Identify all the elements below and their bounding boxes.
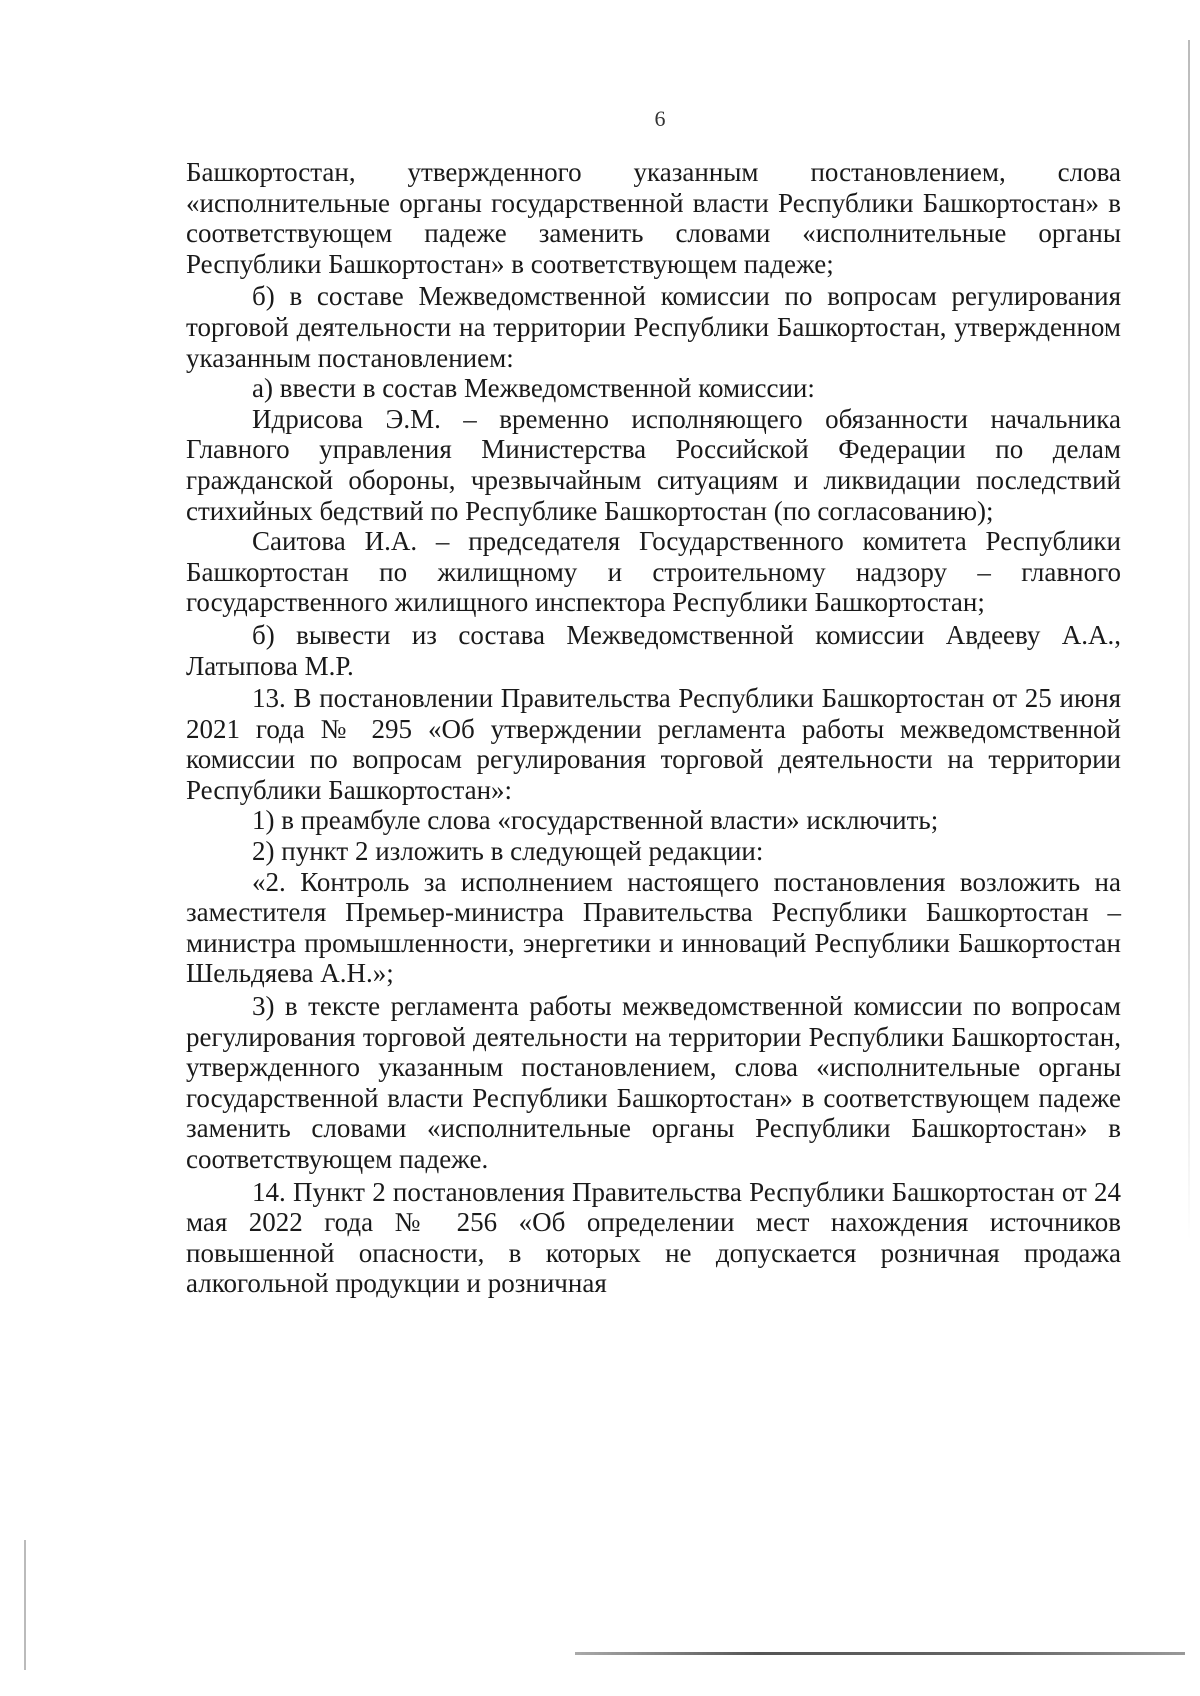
- page-number: 6: [654, 106, 666, 131]
- scan-edge-bottom: [575, 1652, 1185, 1655]
- paragraph-clause-13-2-text: «2. Контроль за исполнением настоящего постановления возложить на заместителя Премьер-министра Правительства Республики Башкортостан – министра промышленности, энергетики и инноваций Республики Башкортостан Шельдяева А.Н.»;: [186, 866, 1121, 989]
- paragraph-item-a-add: а) ввести в состав Межведомственной комиссии:: [252, 373, 815, 404]
- paragraph-clause-13: 13. В постановлении Правительства Республики Башкортостан от 25 июня 2021 года № 295 «Об утверждении регламента работы межведомственной комиссии по вопросам регулирования торговой деятельности на территории Республики Башкортостан»:: [186, 683, 1121, 805]
- scan-edge-left: [24, 1540, 26, 1670]
- paragraph-saitov: Саитова И.А. – председателя Государственного комитета Республики Башкортостан по жилищному и строительному надзору – главного государственного жилищного инспектора Республики Башкортостан;: [186, 526, 1121, 618]
- scan-edge-right: [1188, 40, 1190, 1240]
- paragraph-clause-14: 14. Пункт 2 постановления Правительства Республики Башкортостан от 24 мая 2022 года № 256 «Об определении мест нахождения источников повышенной опасности, в которых не допускается розничная продажа алкогольной продукции и розничная: [186, 1176, 1121, 1299]
- paragraph-clause-13-2: 2) пункт 2 изложить в следующей редакции:: [252, 836, 764, 867]
- paragraph-idrisov: Идрисова Э.М. – временно исполняющего обязанности начальника Главного управления Министерства Российской Федерации по делам гражданской обороны, чрезвычайным ситуациям и ликвидации последствий стихийных бедствий по Республике Башкортостан (по согласованию);: [186, 403, 1121, 526]
- paragraph-continuation: Башкортостан, утвержденного указанным постановлением, слова «исполнительные органы государственной власти Республики Башкортостан» в соответствующем падеже заменить словами «исполнительные органы Республики Башкортостан» в соответствующем падеже;: [186, 157, 1121, 279]
- paragraph-item-b-composition: б) в составе Межведомственной комиссии по вопросам регулирования торговой деятельности на территории Республики Башкортостан, утвержденном указанным постановлением:: [186, 281, 1121, 373]
- paragraph-item-b-remove: б) вывести из состава Межведомственной комиссии Авдееву А.А., Латыпова М.Р.: [186, 619, 1121, 681]
- paragraph-clause-13-1: 1) в преамбуле слова «государственной власти» исключить;: [252, 805, 939, 836]
- document-body: [186, 157, 1121, 1299]
- paragraph-clause-13-3: 3) в тексте регламента работы межведомственной комиссии по вопросам регулирования торговой деятельности на территории Республики Башкортостан, утвержденного указанным постановлением, слова «исполнительные органы государственной власти Республики Башкортостан» в соответствующем падеже заменить словами «исполнительные органы Республики Башкортостан» в соответствующем падеже.: [186, 991, 1121, 1174]
